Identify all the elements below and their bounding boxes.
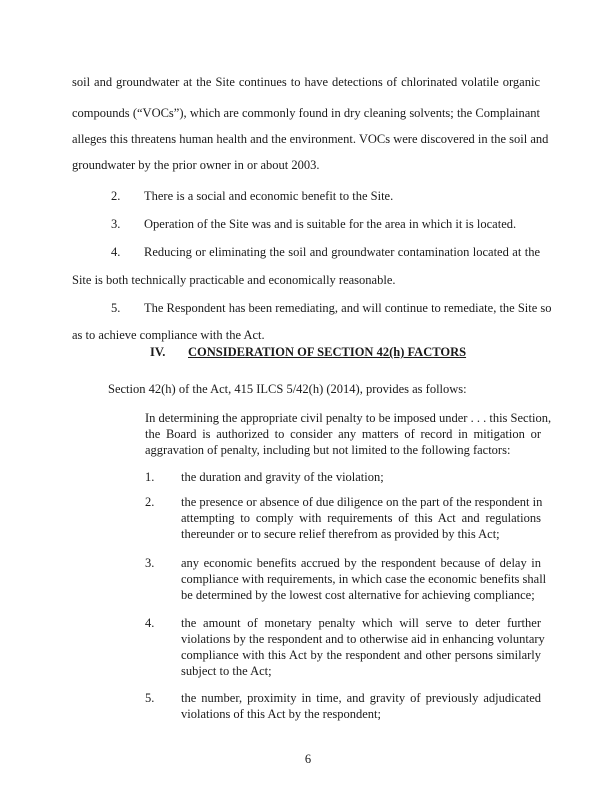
body-line: alleges this threatens human health and the environment. VOCs were discovered in the soil and: [72, 132, 549, 146]
factor-text: [181, 494, 541, 542]
quote-line: the Board is authorized to consider any matters of record in mitigation or: [145, 427, 541, 441]
section-title: CONSIDERATION OF SECTION 42(h) FACTORS: [188, 345, 467, 359]
item-number: 5.: [111, 301, 121, 315]
section-intro: Section 42(h) of the Act, 415 ILCS 5/42(h) (2014), provides as follows:: [108, 382, 467, 396]
factor-line: the duration and gravity of the violation;: [181, 470, 384, 484]
block-quote: [145, 410, 552, 458]
item-text: The Respondent has been remediating, and will continue to remediate, the Site so: [144, 301, 552, 315]
item-text: Reducing or eliminating the soil and groundwater contamination located at the: [144, 245, 540, 259]
quote-line: In determining the appropriate civil penalty to be imposed under . . . this Section,: [145, 411, 552, 425]
factor-line: the number, proximity in time, and gravity of previously adjudicated: [181, 691, 541, 705]
factor-text: [181, 615, 545, 679]
factor-line: attempting to comply with requirements of this Act and regulations: [181, 511, 541, 525]
factor-line: violations by the respondent and to otherwise aid in enhancing voluntary: [181, 632, 545, 646]
factor-text: [181, 555, 547, 603]
page-number: 6: [304, 752, 312, 766]
item-text: as to achieve compliance with the Act.: [72, 328, 265, 342]
item-text: Operation of the Site was and is suitable for the area in which it is located.: [144, 217, 517, 231]
factor-line: violations of this Act by the respondent;: [181, 707, 381, 721]
factor-line: thereunder or to secure relief therefrom as provided by this Act;: [181, 527, 500, 541]
section-numeral: IV.: [150, 345, 166, 359]
factor-text: [181, 469, 541, 485]
factor-line: subject to the Act;: [181, 664, 272, 678]
item-number: 3.: [111, 217, 121, 231]
factor-line: compliance with this Act by the respondent and other persons similarly: [181, 648, 541, 662]
factor-text: [181, 690, 541, 722]
item-text: There is a social and economic benefit to the Site.: [144, 189, 394, 203]
factor-number: 1.: [145, 470, 155, 484]
factor-number: 5.: [145, 691, 155, 705]
item-text: Site is both technically practicable and economically reasonable.: [72, 273, 396, 287]
factor-line: the presence or absence of due diligence on the part of the respondent in: [181, 495, 543, 509]
factor-number: 4.: [145, 616, 155, 630]
factor-line: any economic benefits accrued by the respondent because of delay in: [181, 556, 541, 570]
factor-line: be determined by the lowest cost alternative for achieving compliance;: [181, 588, 535, 602]
quote-line: aggravation of penalty, including but not limited to the following factors:: [145, 443, 511, 457]
factor-line: the amount of monetary penalty which will serve to deter further: [181, 616, 541, 630]
factor-number: 3.: [145, 556, 155, 570]
item-number: 4.: [111, 245, 121, 259]
body-line: groundwater by the prior owner in or about 2003.: [72, 158, 320, 172]
factor-number: 2.: [145, 495, 155, 509]
body-line: compounds (“VOCs”), which are commonly found in dry cleaning solvents; the Complainant: [72, 106, 540, 120]
body-line: soil and groundwater at the Site continues to have detections of chlorinated volatile organic: [72, 75, 540, 89]
item-number: 2.: [111, 189, 121, 203]
factor-line: compliance with requirements, in which case the economic benefits shall: [181, 572, 547, 586]
